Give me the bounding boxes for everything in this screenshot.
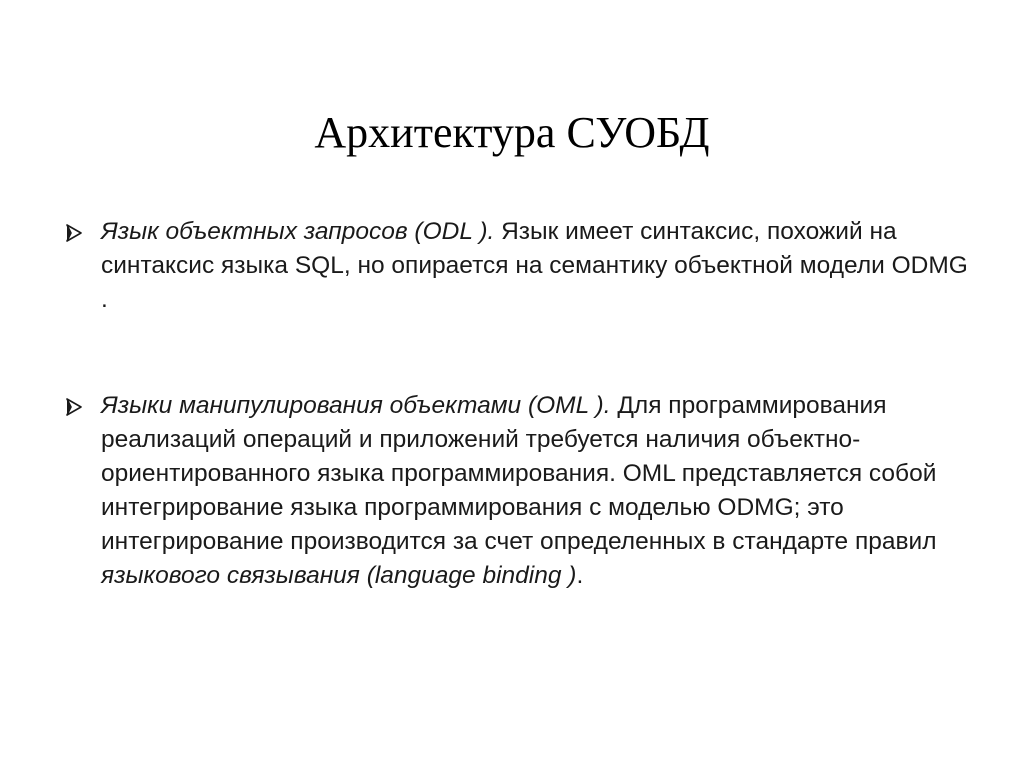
bullet-italic-lead: Язык объектных запросов (ODL ). [101, 218, 495, 245]
arrow-bullet-icon [64, 224, 84, 242]
bullet-text [101, 389, 974, 593]
bullet-end: . [576, 562, 584, 589]
bullet-item-oml [64, 389, 974, 593]
bullet-italic-lead: Языки манипулирования объектами (OML ). [101, 392, 611, 419]
arrow-bullet-icon [64, 398, 84, 416]
bullet-body: Для программирования реализаций операций и приложений требуется наличия объектно-ориентированного языка программирования. OML представляется собой интегрирование языка программирования с моделью ODMG; это интегрирование производится за счет определенных в стандарте правил [101, 392, 937, 555]
bullet-item-odl [64, 215, 974, 317]
bullet-text [101, 215, 974, 317]
bullet-italic-tail: языкового связывания (language binding ) [101, 562, 577, 589]
slide-title: Архитектура СУОБД [314, 108, 710, 157]
bullet-body: Язык имеет синтаксис, похожий на синтаксис языка SQL, но опирается на семантику объектной модели ODMG . [101, 218, 968, 313]
